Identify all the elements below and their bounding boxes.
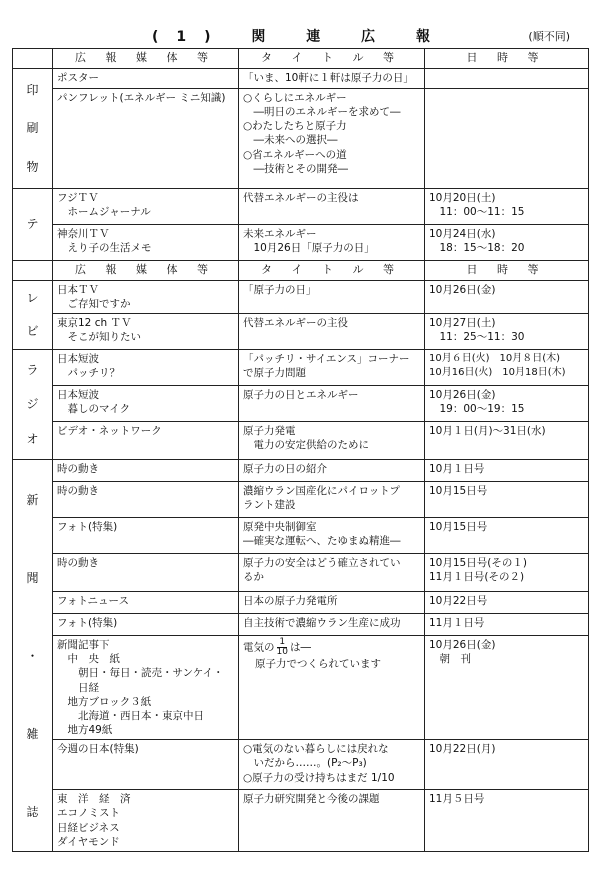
title-line: ―確実な運転へ、たゆまぬ精進― bbox=[243, 535, 401, 548]
header-media: 広 報 媒 体 等 bbox=[53, 260, 239, 280]
table-row bbox=[13, 188, 589, 224]
media-cell bbox=[53, 350, 239, 386]
media-cell: 時の動き bbox=[53, 482, 239, 518]
table-row bbox=[13, 386, 589, 422]
date-line: 朝 刊 bbox=[429, 653, 471, 666]
date-line: 10月26日(金) bbox=[429, 389, 496, 402]
title-line: 原発中央制御室 bbox=[243, 521, 317, 534]
media-line: ダイヤモンド bbox=[57, 835, 120, 848]
title-line: 原子力の安全はどう確立されてい bbox=[243, 557, 401, 570]
title-line: 「パッチリ・サイエンス」コーナー bbox=[243, 353, 410, 366]
date-line: 11月１日号(その２) bbox=[429, 571, 525, 584]
title-cell bbox=[239, 88, 425, 188]
media-line: 東 洋 経 済 bbox=[57, 793, 131, 806]
media-cell bbox=[53, 280, 239, 313]
media-line: 日経ビジネス bbox=[57, 821, 120, 834]
media-line: エコノミスト bbox=[57, 807, 120, 820]
title-line: で原子力問題 bbox=[243, 367, 306, 380]
title-line: るか bbox=[243, 571, 264, 584]
title-line: いだから……。(P₂～P₃) bbox=[243, 757, 367, 770]
header-title: タ イ ト ル 等 bbox=[239, 260, 425, 280]
title-line: 濃縮ウラン国産化にパイロットプ bbox=[243, 485, 400, 498]
title-cell bbox=[239, 554, 425, 592]
date-cell bbox=[425, 350, 589, 386]
title-cell: 代替エネルギーの主役は bbox=[239, 188, 425, 224]
title-line: ○くらしにエネルギー bbox=[243, 91, 347, 104]
media-cell bbox=[53, 636, 239, 740]
title-line: ○原子力の受け持ちはまだ 1/10 bbox=[243, 771, 395, 784]
media-cell: 時の動き bbox=[53, 554, 239, 592]
table-row bbox=[13, 280, 589, 313]
media-line: 日本短波 bbox=[57, 389, 99, 402]
date-line: 10月20日(土) bbox=[429, 191, 496, 204]
header-media: 広 報 媒 体 等 bbox=[53, 49, 239, 69]
media-line: えり子の生活メモ bbox=[57, 242, 152, 255]
title-line: 電力の安定供給のために bbox=[243, 439, 369, 452]
title-line bbox=[243, 638, 420, 657]
title-cell bbox=[239, 422, 425, 460]
date-cell bbox=[425, 554, 589, 592]
page-title: (1) 関 連 広 報 bbox=[151, 29, 449, 45]
title-line: ○省エネルギーへの道 bbox=[243, 148, 347, 161]
table-row bbox=[13, 68, 589, 88]
media-line: パッチリ？ bbox=[57, 367, 120, 380]
media-line: ホームジャーナル bbox=[57, 206, 151, 219]
title-cell bbox=[239, 636, 425, 740]
date-cell: 10月15日号 bbox=[425, 482, 589, 518]
title-line: ○わたしたちと原子力 bbox=[243, 120, 347, 133]
table-row bbox=[13, 554, 589, 592]
date-cell: 10月22日(月) bbox=[425, 740, 589, 790]
media-cell: フォト(特集) bbox=[53, 614, 239, 636]
date-line: 10月27日(土) bbox=[429, 317, 496, 330]
category-char: 雑 bbox=[26, 726, 39, 741]
date-line: 10月24日(水) bbox=[429, 227, 496, 240]
title-cell bbox=[239, 224, 425, 260]
media-cell bbox=[53, 188, 239, 224]
media-line: 東京12 ch ＴＶ bbox=[57, 317, 132, 330]
header-blank bbox=[13, 49, 53, 69]
table-row bbox=[13, 314, 589, 350]
date-line: 19：00～19：15 bbox=[429, 403, 525, 416]
date-cell bbox=[425, 68, 589, 88]
date-cell bbox=[425, 314, 589, 350]
media-cell bbox=[53, 314, 239, 350]
media-cell: ポスター bbox=[53, 68, 239, 88]
media-line: ご存知ですか bbox=[57, 297, 131, 310]
category-char: レ bbox=[26, 291, 39, 306]
fraction bbox=[277, 638, 288, 657]
category-char: ラ bbox=[26, 362, 39, 377]
table-row bbox=[13, 422, 589, 460]
table-row bbox=[13, 88, 589, 188]
date-line: 10月16日(火) 10月18日(木) bbox=[429, 366, 566, 378]
category-char: テ bbox=[26, 217, 39, 232]
category-radio bbox=[13, 350, 53, 460]
table-row bbox=[13, 592, 589, 614]
publicity-table bbox=[12, 48, 589, 852]
media-cell: 今週の日本(特集) bbox=[53, 740, 239, 790]
header-title: タ イ ト ル 等 bbox=[239, 49, 425, 69]
table-row bbox=[13, 518, 589, 554]
category-char: 誌 bbox=[26, 804, 39, 819]
title-cell bbox=[239, 482, 425, 518]
date-line: 10月６日(火) 10月８日(木) bbox=[429, 353, 561, 365]
category-tv-2 bbox=[13, 280, 53, 349]
title-line: ラント建設 bbox=[243, 499, 296, 512]
date-cell bbox=[425, 88, 589, 188]
category-char: 聞 bbox=[26, 570, 39, 585]
table-row bbox=[13, 224, 589, 260]
category-char: 物 bbox=[26, 159, 39, 174]
date-line: 18：15～18：20 bbox=[429, 242, 525, 255]
title-line: 原子力発電 bbox=[243, 425, 296, 438]
title-prefix: 電気の bbox=[243, 641, 275, 654]
title-cell: 日本の原子力発電所 bbox=[239, 592, 425, 614]
header-blank bbox=[13, 260, 53, 280]
title-line: ―技術とその開発― bbox=[243, 162, 348, 175]
media-line: 新聞記事下 bbox=[57, 639, 110, 652]
media-cell: フォトニュース bbox=[53, 592, 239, 614]
date-cell: 11月５日号 bbox=[425, 790, 589, 852]
title-cell: 原子力の日とエネルギー bbox=[239, 386, 425, 422]
title-line: 10月26日「原子力の日」 bbox=[243, 242, 375, 255]
media-line: 中 央 紙 bbox=[57, 653, 120, 666]
media-cell: パンフレット(エネルギー ミニ知識) bbox=[53, 88, 239, 188]
title-cell: 原子力の日の紹介 bbox=[239, 460, 425, 482]
table-row bbox=[13, 460, 589, 482]
table-row bbox=[13, 636, 589, 740]
media-line: 日本ＴＶ bbox=[57, 283, 99, 296]
table-row bbox=[13, 790, 589, 852]
header-date: 日 時 等 bbox=[425, 49, 589, 69]
category-print bbox=[13, 68, 53, 188]
media-cell: ビデオ・ネットワーク bbox=[53, 422, 239, 460]
date-cell: 11月１日号 bbox=[425, 614, 589, 636]
category-char: オ bbox=[26, 432, 39, 447]
table-row bbox=[13, 614, 589, 636]
title-line: 未来エネルギー bbox=[243, 227, 317, 240]
title-cell: 原子力研究開発と今後の課題 bbox=[239, 790, 425, 852]
category-char: ジ bbox=[26, 397, 39, 412]
media-line: 地方49紙 bbox=[57, 724, 113, 737]
media-cell: フォト(特集) bbox=[53, 518, 239, 554]
title-line: 原子力でつくられています bbox=[255, 658, 381, 671]
media-line: そこが知りたい bbox=[57, 331, 141, 344]
header-date: 日 時 等 bbox=[425, 260, 589, 280]
date-cell bbox=[425, 188, 589, 224]
title-cell: 「いま、10軒に１軒は原子力の日」 bbox=[239, 68, 425, 88]
table-header-repeat bbox=[13, 260, 589, 280]
date-line: 10月26日(金) bbox=[429, 639, 496, 652]
date-line: 11：25～11：30 bbox=[429, 331, 525, 344]
date-line: 10月15日号(その１) bbox=[429, 557, 527, 570]
title-suffix: は― bbox=[289, 641, 311, 654]
media-line: フジＴＶ bbox=[57, 191, 99, 204]
title-line: ―明日のエネルギーを求めて― bbox=[243, 106, 401, 119]
order-note: (順不同) bbox=[528, 30, 570, 43]
category-char: ビ bbox=[26, 324, 39, 339]
category-char: 新 bbox=[26, 492, 39, 507]
category-char: 刷 bbox=[26, 121, 39, 136]
date-cell: 10月26日(金) bbox=[425, 280, 589, 313]
title-cell bbox=[239, 518, 425, 554]
date-cell bbox=[425, 224, 589, 260]
category-tv-1 bbox=[13, 188, 53, 260]
date-cell: 10月22日号 bbox=[425, 592, 589, 614]
date-cell bbox=[425, 386, 589, 422]
media-line: 北海道・西日本・東京中日 bbox=[57, 709, 204, 722]
category-char: ・ bbox=[26, 648, 39, 663]
media-line: 地方ブロック３紙 bbox=[57, 695, 152, 708]
media-cell bbox=[53, 224, 239, 260]
media-line: 暮しのマイク bbox=[57, 403, 131, 416]
media-line: 朝日・毎日・読売・サンケイ・ bbox=[57, 667, 224, 680]
media-line: 神奈川ＴＶ bbox=[57, 227, 110, 240]
media-line: 日経 bbox=[57, 681, 99, 694]
category-char: 印 bbox=[26, 82, 39, 97]
title-line: ―未来への選択― bbox=[243, 134, 338, 147]
fraction-numerator: 1 bbox=[279, 637, 286, 648]
media-cell bbox=[53, 790, 239, 852]
title-cell: 「原子力の日」 bbox=[239, 280, 425, 313]
media-cell: 時の動き bbox=[53, 460, 239, 482]
table-row bbox=[13, 350, 589, 386]
table-row bbox=[13, 740, 589, 790]
media-line: 日本短波 bbox=[57, 353, 99, 366]
title-cell bbox=[239, 740, 425, 790]
fraction-denominator: 10 bbox=[276, 647, 288, 658]
table-header bbox=[13, 49, 589, 69]
date-cell: 10月１日(月)～31日(水) bbox=[425, 422, 589, 460]
category-news bbox=[13, 460, 53, 852]
title-line: ○電気のない暮らしには戻れな bbox=[243, 743, 389, 756]
title-cell bbox=[239, 350, 425, 386]
date-line: 11：00～11：15 bbox=[429, 206, 525, 219]
title-cell: 自主技術で濃縮ウラン生産に成功 bbox=[239, 614, 425, 636]
date-cell bbox=[425, 636, 589, 740]
date-cell: 10月１日号 bbox=[425, 460, 589, 482]
title-cell: 代替エネルギーの主役 bbox=[239, 314, 425, 350]
date-cell: 10月15日号 bbox=[425, 518, 589, 554]
table-row bbox=[13, 482, 589, 518]
media-cell bbox=[53, 386, 239, 422]
